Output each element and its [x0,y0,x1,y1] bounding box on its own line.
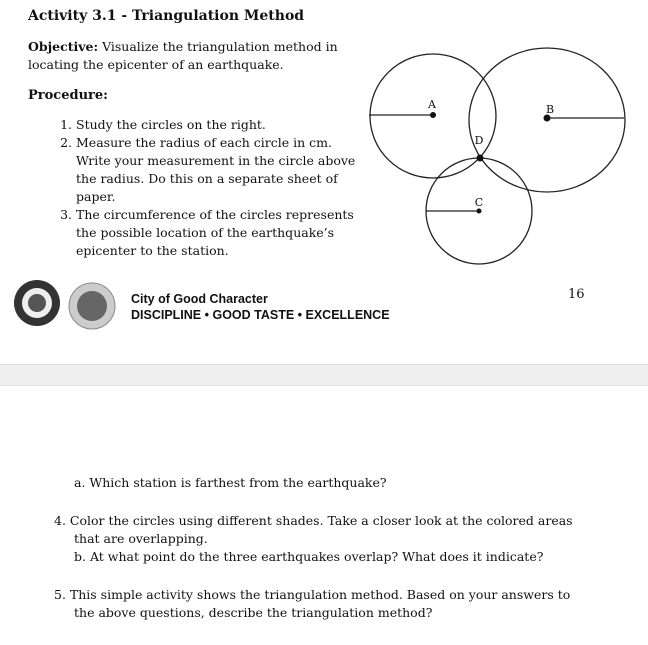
question-4b: b. At what point do the three earthquakes overlap? What does it indicate? [74,549,544,564]
station-a-dot [430,112,436,118]
label-c: C [474,196,484,209]
step-1: 1. Study the circles on the right. [76,116,361,134]
footer-motto-line2: DISCIPLINE • GOOD TASTE • EXCELLENCE [131,308,390,322]
step-2: 2. Measure the radius of each circle in cm. Write your measurement in the circle above the radius. Do this on a separate sheet of paper. [76,134,361,206]
question-5: 5. This simple activity shows the triangulation method. Based on your answers to the above questions, describe the triangulation method? [54,587,571,620]
question-a: a. Which station is farthest from the earthquake? [74,475,387,490]
station-c-dot [477,209,482,214]
procedure-heading: Procedure: [28,88,108,103]
footer-motto-line1: City of Good Character [131,292,268,306]
point-d-dot [477,155,484,162]
city-seals-logo [12,278,122,330]
question-4: 4. Color the circles using different shades. Take a closer look at the colored areas that are overlapping. [54,513,573,546]
triangulation-diagram [0,0,648,300]
label-a: A [428,98,436,111]
objective-text: Visualize the triangulation method in locating the epicenter of an earthquake. [28,39,338,72]
activity-title: Activity 3.1 - Triangulation Method [28,8,305,24]
page-number: 16 [568,287,585,302]
label-d: D [474,134,484,147]
page-separator [0,364,648,386]
label-b: B [545,103,555,116]
step-3: 3. The circumference of the circles represents the possible location of the earthquake’s epicenter to the station. [76,206,361,260]
objective-label: Objective: [28,39,99,54]
